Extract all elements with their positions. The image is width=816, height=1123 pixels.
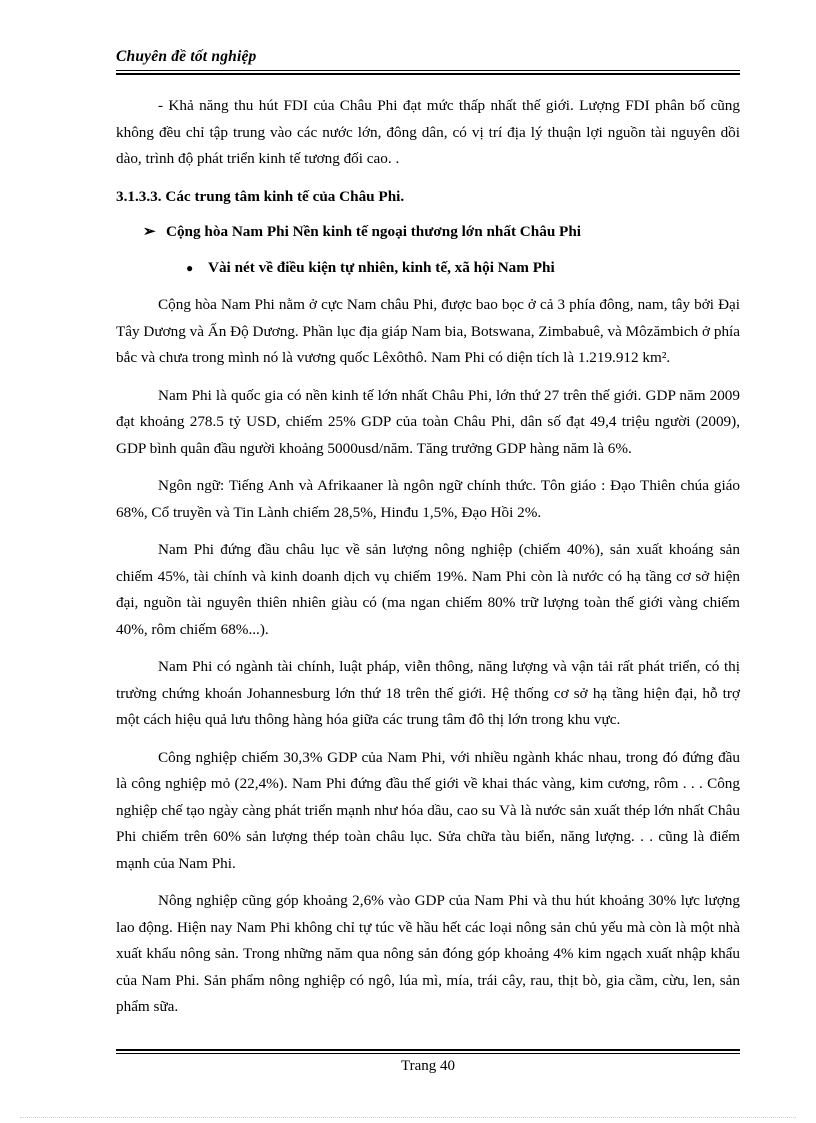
arrow-list-item-text: Cộng hòa Nam Phi Nền kinh tế ngoại thương lớn nhất Châu Phi <box>166 223 582 240</box>
round-bullet-icon: ● <box>186 260 194 275</box>
header-rule-top <box>116 70 740 71</box>
arrow-bullet-icon: ➢ <box>143 223 156 240</box>
paragraph-economy: Nam Phi là quốc gia có nền kinh tế lớn nhất Châu Phi, lớn thứ 27 trên thế giới. GDP năm 2009 đạt khoảng 278.5 tỷ USD, chiếm 25% GDP của toàn Châu Phi, dân số đạt 49,4 triệu người (2009), GDP bình quân đầu người khoảng 5000usd/năm. Tăng trưởng GDP hàng năm là 6%. <box>116 386 740 457</box>
section-heading: 3.1.3.3. Các trung tâm kinh tế của Châu Phi. <box>116 187 405 205</box>
paragraph-sectors: Nam Phi đứng đầu châu lục về sản lượng nông nghiệp (chiếm 40%), sản xuất khoáng sản chiếm 45%, tài chính và kinh doanh dịch vụ chiếm 19%. Nam Phi còn là nước có hạ tầng cơ sở hiện đại, nguồn tài nguyên thiên nhiên giàu có (ma ngan chiếm 80% trữ lượng toàn thế giới vàng chiếm 40%, rôm chiếm 68%...). <box>116 541 740 638</box>
paragraph-agriculture: Nông nghiệp cũng góp khoảng 2,6% vào GDP của Nam Phi và thu hút khoảng 30% lực lượng lao động. Hiện nay Nam Phi không chỉ tự túc về hầu hết các loại nông sản chủ yếu mà còn là một nhà xuất khẩu nông sản. Trong những năm qua nông sản đóng góp khoảng 4% kim ngạch xuất nhập khẩu của Nam Phi. Sản phẩm nông nghiệp có ngô, lúa mì, mía, trái cây, rau, thịt bò, gia cầm, cừu, len, sản phẩm sữa. <box>116 892 740 1015</box>
intro-paragraph: - Khả năng thu hút FDI của Châu Phi đạt mức thấp nhất thế giới. Lượng FDI phân bố cũng không đều chỉ tập trung vào các nước lớn, đông dân, có vị trí địa lý thuận lợi nguồn tài nguyên dồi dào, trình độ phát triển kinh tế tương đối cao. . <box>116 97 740 167</box>
footer-rule-bottom <box>116 1053 740 1054</box>
bullet-list-item <box>186 255 740 282</box>
arrow-list-item <box>143 219 740 246</box>
paragraph-infrastructure: Nam Phi có ngành tài chính, luật pháp, viễn thông, năng lượng và vận tải rất phát triển, có thị trường chứng khoán Johannesburg lớn thứ 18 trên thế giới. Hệ thống cơ sở hạ tầng hiện đại, hỗ trợ một cách hiệu quả lưu thông hàng hóa giữa các trung tâm đô thị lớn trong khu vực. <box>116 658 740 728</box>
paragraph-geography: Cộng hòa Nam Phi nằm ở cực Nam châu Phi, được bao bọc ở cả 3 phía đông, nam, tây bởi Đại Tây Dương và Ấn Độ Dương. Phần lục địa giáp Nam bia, Botswana, Zimbabuê, và Môzămbich ở phía bắc và chưa trong mình nó là vương quốc Lêxôthô. Nam Phi có diện tích là 1.219.912 km². <box>116 296 740 366</box>
page-bottom-divider <box>20 1117 796 1118</box>
header-rule-bottom <box>116 73 740 75</box>
bullet-list-item-text: Vài nét về điều kiện tự nhiên, kinh tế, xã hội Nam Phi <box>208 258 555 276</box>
paragraph-industry: Công nghiệp chiếm 30,3% GDP của Nam Phi, với nhiều ngành khác nhau, trong đó đứng đầu là công nghiệp mỏ (22,4%). Nam Phi đứng đầu thế giới về khai thác vàng, kim cương, rôm . . . Công nghiệp chế tạo ngày càng phát triển mạnh như hóa dầu, cao su Và là nước sản xuất thép lớn nhất Châu Phi chiếm trên 60% sản lượng thép toàn châu lục. Sửa chữa tàu biển, năng lượng. . . cũng là điểm mạnh của Nam Phi. <box>116 748 740 872</box>
header-title: Chuyên đề tốt nghiệp <box>116 48 257 65</box>
page-number: Trang 40 <box>400 1058 456 1074</box>
document-body <box>116 93 740 1032</box>
paragraph-language-religion: Ngôn ngữ: Tiếng Anh và Afrikaaner là ngôn ngữ chính thức. Tôn giáo : Đạo Thiên chúa giáo 68%, Cổ truyền và Tin Lành chiếm 28,5%, Hinđu 1,5%, Đạo Hồi 2%. <box>116 477 740 521</box>
footer-rule-top <box>116 1049 740 1051</box>
